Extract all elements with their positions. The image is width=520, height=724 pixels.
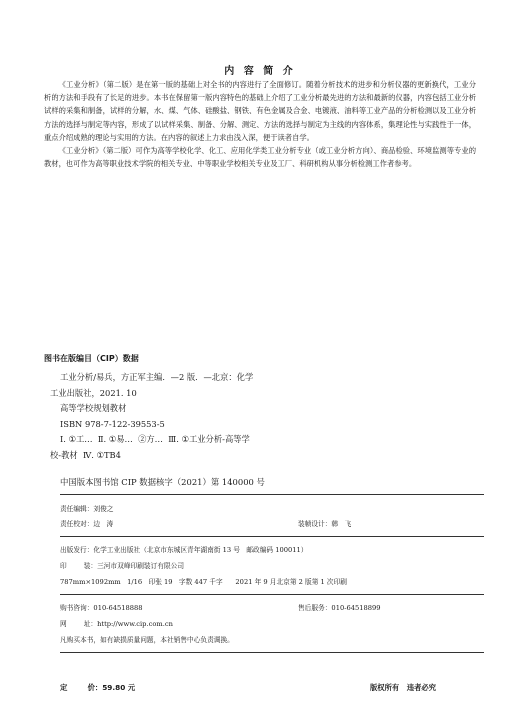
cip-line-3: 高等学校规划教材 xyxy=(60,403,127,414)
cover-designer: 装帧设计：韩 飞 xyxy=(298,520,352,528)
copyright-notice: 版权所有 违者必究 xyxy=(370,683,436,692)
responsible-editor: 责任编辑：刘俊之 xyxy=(60,505,114,513)
cip-line-6: 校-教材 Ⅳ. ①TB4 xyxy=(50,449,121,460)
format-info: 787mm×1092mm 1/16 印张 19 字数 447 千字 2021 年 9 月北京第 2 版第 1 次印刷 xyxy=(60,578,347,586)
cip-line-1: 工业分析/易兵，方正军主编．—2 版．—北京：化学 xyxy=(60,372,254,382)
responsible-proofreader: 责任校对：边 涛 xyxy=(60,520,114,528)
cip-line-2: 工业出版社，2021. 10 xyxy=(50,387,137,398)
printer-info: 印 装：三河市双峰印刷装订有限公司 xyxy=(60,562,185,570)
summary-paragraph-2: 《工业分析》（第二版）可作为高等学校化学、化工、应用化学类工业分析专业（或工业分析方向）、商品检验、环境监测等专业的教材，也可作为高等职业技术学院的相关专业、中等职业学校相关专业及工厂、科研机构从事分析检测工作者参考。 xyxy=(44,146,476,169)
purchase-contact: 购书咨询：010-64518888 xyxy=(60,604,143,612)
summary-paragraph-1: 《工业分析》（第二版）是在第一版的基础上对全书的内容进行了全面修订。随着分析技术的进步和分析仪器的更新换代，工业分析的方法和手段有了长足的进步。本书在保留第一版内容特色的基础上介绍了工业分析最先进的方法和最新的仪器，内容包括工业分析试样的采集和制备，试样的分解，水、煤、气体、硅酸盐、钢铁、有色金属及合金、电镀液、油料等工业产品的分析检测以及工业分析方法的选择与制定等内容，形成了以试样采集、制备、分解、测定、方法的选择与制定为主线的内容体系，集理论性与实践性于一体，重点介绍成熟的理论与实用的方法。在内容的叙述上力求由浅入深，便于读者自学。 xyxy=(44,80,476,142)
divider xyxy=(60,494,484,495)
cip-data-number: 中国版本图书馆 CIP 数据核字（2021）第 140000 号 xyxy=(60,477,265,487)
divider xyxy=(60,652,484,653)
summary-title: 内 容 简 介 xyxy=(224,66,296,77)
service-contact: 售后服务：010-64518899 xyxy=(298,604,381,612)
cip-line-5: Ⅰ. ①工… Ⅱ. ①易… ②方… Ⅲ. ①工业分析-高等学 xyxy=(60,434,250,445)
cip-line-4: ISBN 978-7-122-39553-5 xyxy=(60,418,165,429)
exchange-notice: 凡购买本书，如有缺损质量问题，本社销售中心负责调换。 xyxy=(60,636,234,644)
cip-record xyxy=(50,370,430,464)
divider xyxy=(60,594,484,595)
summary-body xyxy=(44,78,476,170)
price: 定 价：59.80 元 xyxy=(60,683,136,692)
website: 网 址：http://www.cip.com.cn xyxy=(60,620,173,628)
publisher-info: 出版发行：化学工业出版社（北京市东城区青年湖南街 13 号 邮政编码 100011） xyxy=(60,546,308,554)
divider xyxy=(60,536,484,537)
cip-heading: 图书在版编目（CIP）数据 xyxy=(44,354,139,363)
